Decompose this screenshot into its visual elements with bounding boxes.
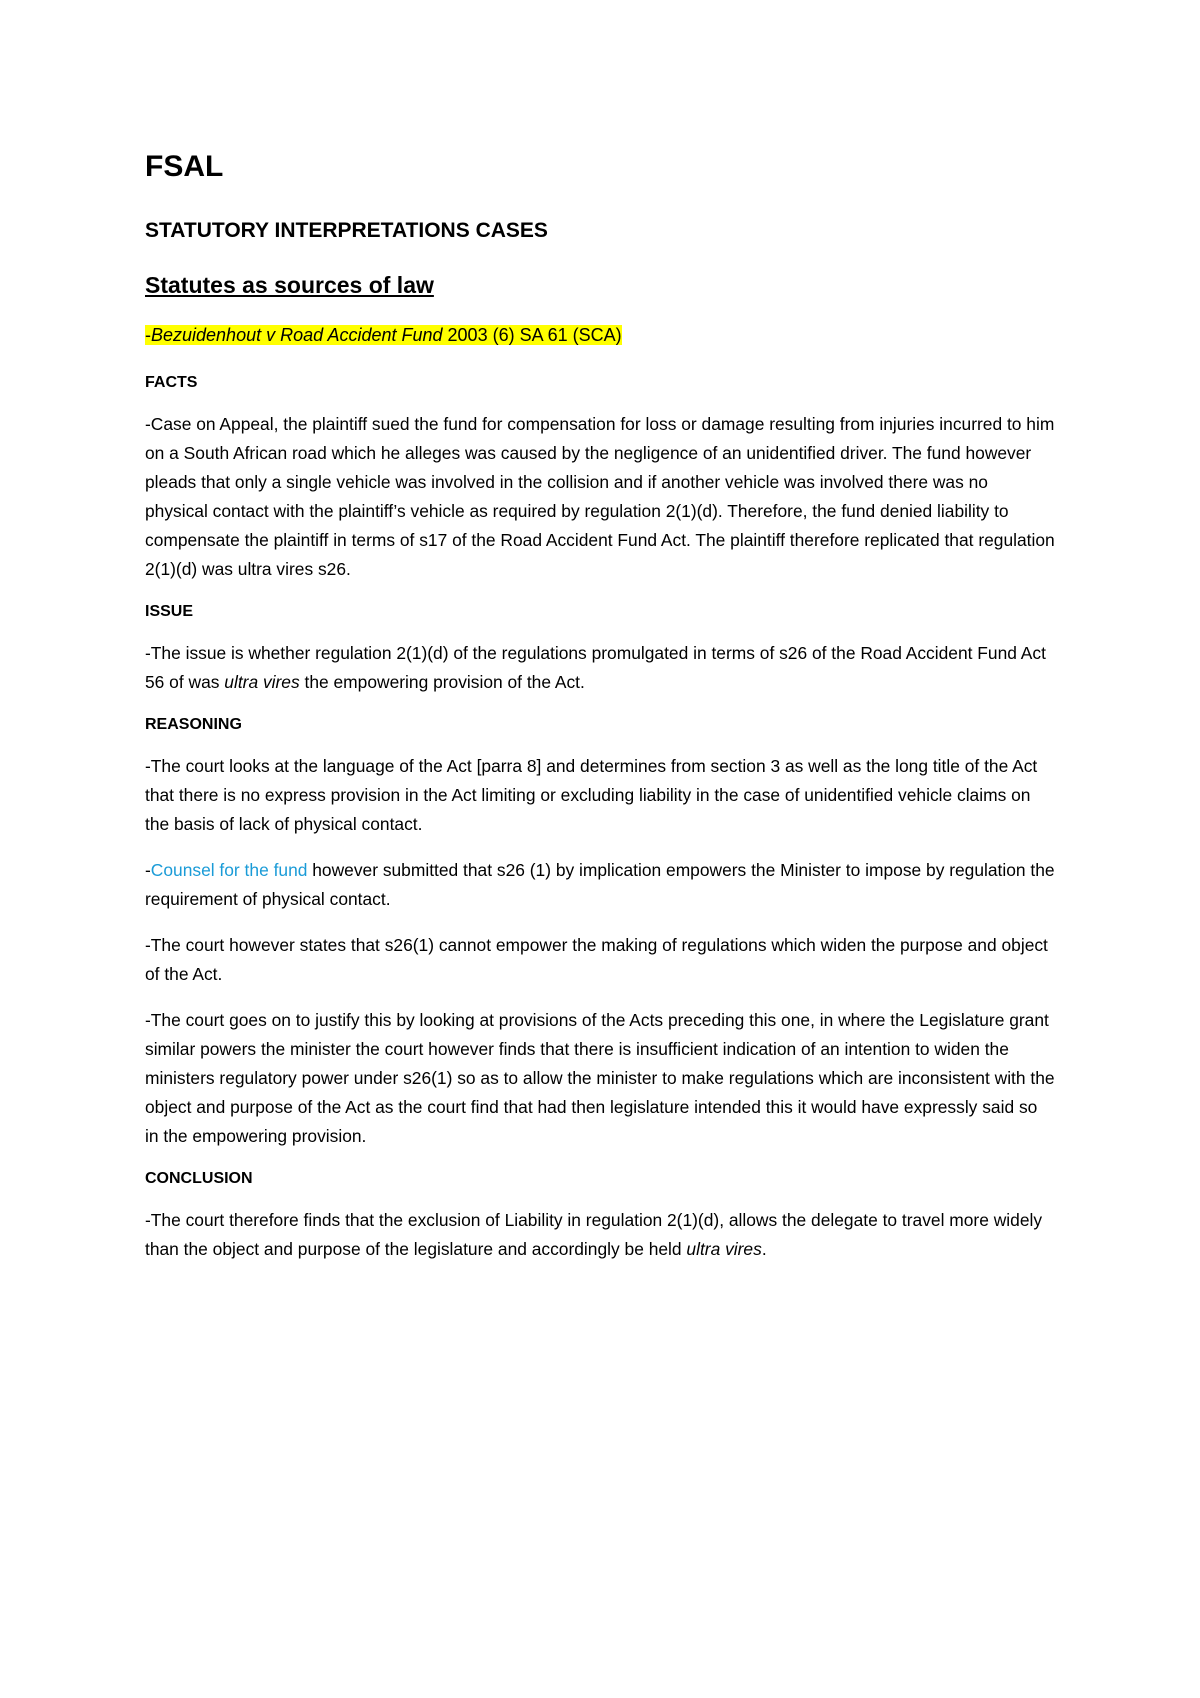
conclusion-heading: CONCLUSION xyxy=(145,1170,253,1187)
facts-heading: FACTS xyxy=(145,374,198,391)
reasoning-paragraph-4: -The court goes on to justify this by looking at provisions of the Acts preceding this one, in where the Legislature grant similar powers the minister the court however finds that there is insufficient indication of an intention to widen the ministers regulatory power under s26(1) so as to allow the minister to make regulations which are inconsistent with the object and purpose of the Act as the court find that had then legislature intended this it would have expressly said so in the empowering provision. xyxy=(145,1010,1055,1146)
conclusion-text-after: . xyxy=(761,1239,767,1259)
conclusion-text-before: -The court therefore finds that the exclusion of Liability in regulation 2(1)(d), allows the delegate to travel more widely than the object and purpose of the legislature and accordingly be held xyxy=(145,1210,1043,1259)
section-title: Statutes as sources of law xyxy=(145,272,434,298)
case-name: Bezuidenhout v Road Accident Fund xyxy=(151,325,443,345)
issue-text-after: the empowering provision of the Act. xyxy=(299,672,585,692)
issue-text-italic: ultra vires xyxy=(224,672,300,692)
counsel-link-text: Counsel for the fund xyxy=(150,860,308,880)
document-subtitle: STATUTORY INTERPRETATIONS CASES xyxy=(145,219,548,242)
case-citation-highlight xyxy=(145,325,622,345)
reasoning-paragraph-2 xyxy=(145,856,1055,914)
case-citation-ref: 2003 (6) SA 61 (SCA) xyxy=(442,325,622,345)
conclusion-paragraph xyxy=(145,1206,1055,1264)
case-citation xyxy=(145,322,1055,348)
reasoning-para2-prefix: - xyxy=(145,860,151,880)
issue-paragraph xyxy=(145,639,1055,697)
document-page xyxy=(145,150,1055,1281)
conclusion-text-italic: ultra vires xyxy=(686,1239,762,1259)
facts-paragraph: -Case on Appeal, the plaintiff sued the fund for compensation for loss or damage resulting from injuries incurred to him on a South African road which he alleges was caused by the negligence of an unidentified driver. The fund however pleads that only a single vehicle was involved in the collision and if another vehicle was involved there was no physical contact with the plaintiff’s vehicle as required by regulation 2(1)(d). Therefore, the fund denied liability to compensate the plaintiff in terms of s17 of the Road Accident Fund Act. The plaintiff therefore replicated that regulation 2(1)(d) was ultra vires s26. xyxy=(145,414,1055,579)
reasoning-para2-rest: however submitted that s26 (1) by implication empowers the Minister to impose by regulation the requirement of physical contact. xyxy=(145,860,1055,909)
reasoning-heading: REASONING xyxy=(145,716,242,733)
reasoning-paragraph-1: -The court looks at the language of the Act [parra 8] and determines from section 3 as well as the long title of the Act that there is no express provision in the Act limiting or excluding liability in the case of unidentified vehicle claims on the basis of lack of physical contact. xyxy=(145,756,1038,834)
case-prefix: - xyxy=(145,325,151,345)
document-title: FSAL xyxy=(145,150,224,183)
reasoning-paragraph-3: -The court however states that s26(1) cannot empower the making of regulations which widen the purpose and object of the Act. xyxy=(145,935,1048,984)
issue-heading: ISSUE xyxy=(145,603,194,620)
issue-text-before: -The issue is whether regulation 2(1)(d) of the regulations promulgated in terms of s26 of the Road Accident Fund Act 56 of was xyxy=(145,643,1046,692)
